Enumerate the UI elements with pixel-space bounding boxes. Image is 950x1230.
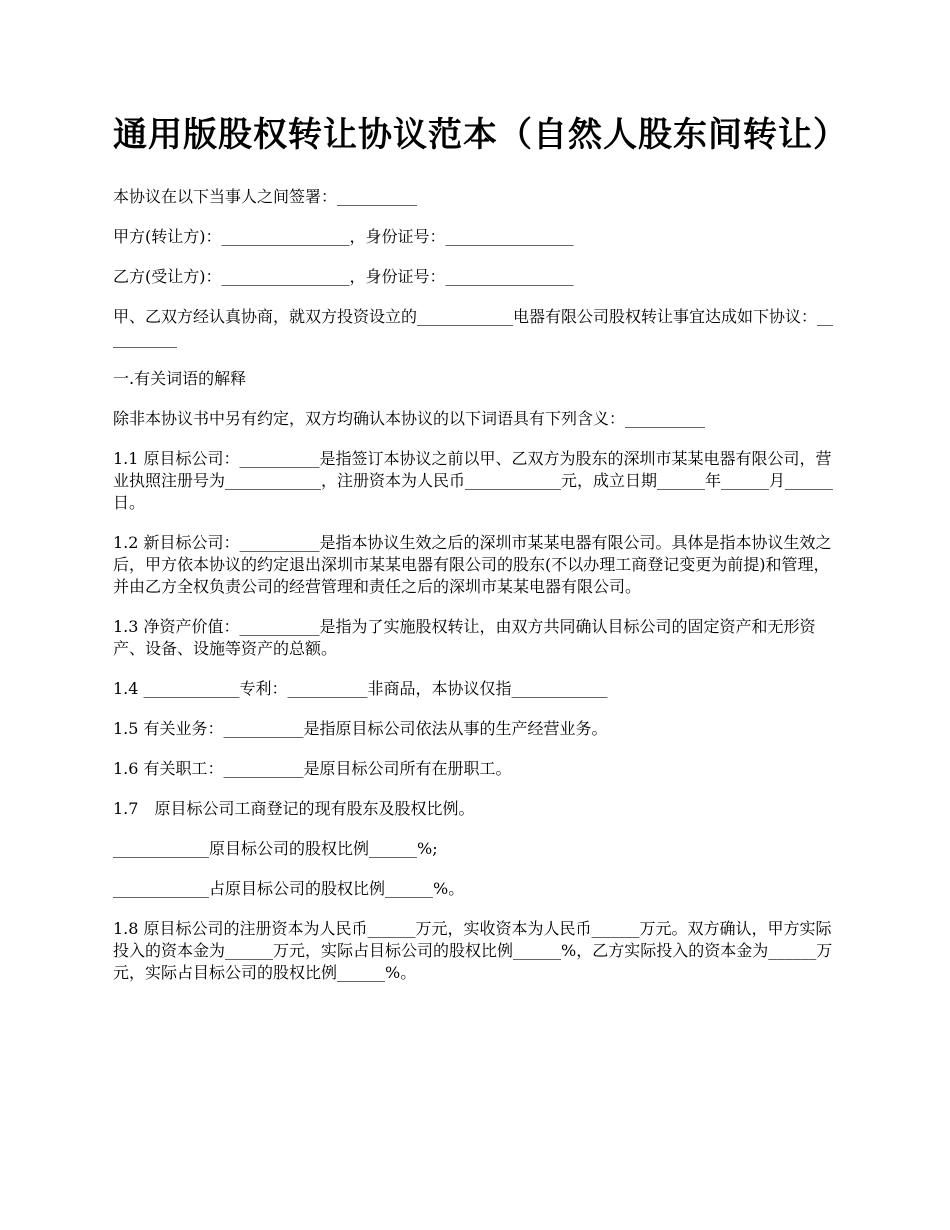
party-a-line: 甲方(转让方)：________________，身份证号：________________ <box>113 227 574 246</box>
clause-1-8: 1.8 原目标公司的注册资本为人民币______万元，实收资本为人民币______万元。双方确认，甲方实际投入的资本金为______万元，实际占目标公司的股权比例______%，乙方实际投入的资本金为______万元，实际占目标公司的股权比例______%。 <box>113 919 833 982</box>
shareholder-line-1: ____________原目标公司的股权比例______%; <box>113 839 438 858</box>
signing-parties-line: 本协议在以下当事人之间签署：__________ <box>113 187 418 206</box>
section-heading-definitions: 一.有关词语的解释 <box>113 369 247 388</box>
document-title: 通用版股权转让协议范本（自然人股东间转让） <box>113 115 848 155</box>
preamble-paragraph: 甲、乙双方经认真协商，就双方投资设立的____________电器有限公司股权转让事宜达成如下协议：__________ <box>113 307 834 348</box>
clause-1-3: 1.3 净资产价值：__________是指为了实施股权转让，由双方共同确认目标公司的固定资产和无形资产、设备、设施等资产的总额。 <box>113 617 816 658</box>
clause-1-5: 1.5 有关业务：__________是指原目标公司依法从事的生产经营业务。 <box>113 719 608 738</box>
clause-1-1: 1.1 原目标公司：__________是指签订本协议之前以甲、乙双方为股东的深圳市某某电器有限公司，营业执照注册号为____________，注册资本为人民币____________元，成立日期______年______月______日。 <box>113 449 834 512</box>
clause-1-4: 1.4 ____________专利：__________非商品，本协议仅指____________ <box>113 679 608 698</box>
document-page <box>113 112 848 1002</box>
shareholder-line-2: ____________占原目标公司的股权比例______%。 <box>113 879 465 898</box>
clause-1-6: 1.6 有关职工：__________是原目标公司所有在册职工。 <box>113 759 512 778</box>
definitions-intro: 除非本协议书中另有约定，双方均确认本协议的以下词语具有下列含义：__________ <box>113 409 706 428</box>
clause-1-2: 1.2 新目标公司：__________是指本协议生效之后的深圳市某某电器有限公司。具体是指本协议生效之后，甲方依本协议的约定退出深圳市某某电器有限公司的股东(不以办理工商登记变更为前提)和管理，并由乙方全权负责公司的经营管理和责任之后的深圳市某某电器有限公司。 <box>113 533 832 596</box>
clause-1-7: 1.7 原目标公司工商登记的现有股东及股权比例。 <box>113 799 475 818</box>
party-b-line: 乙方(受让方)：________________，身份证号：________________ <box>113 267 574 286</box>
